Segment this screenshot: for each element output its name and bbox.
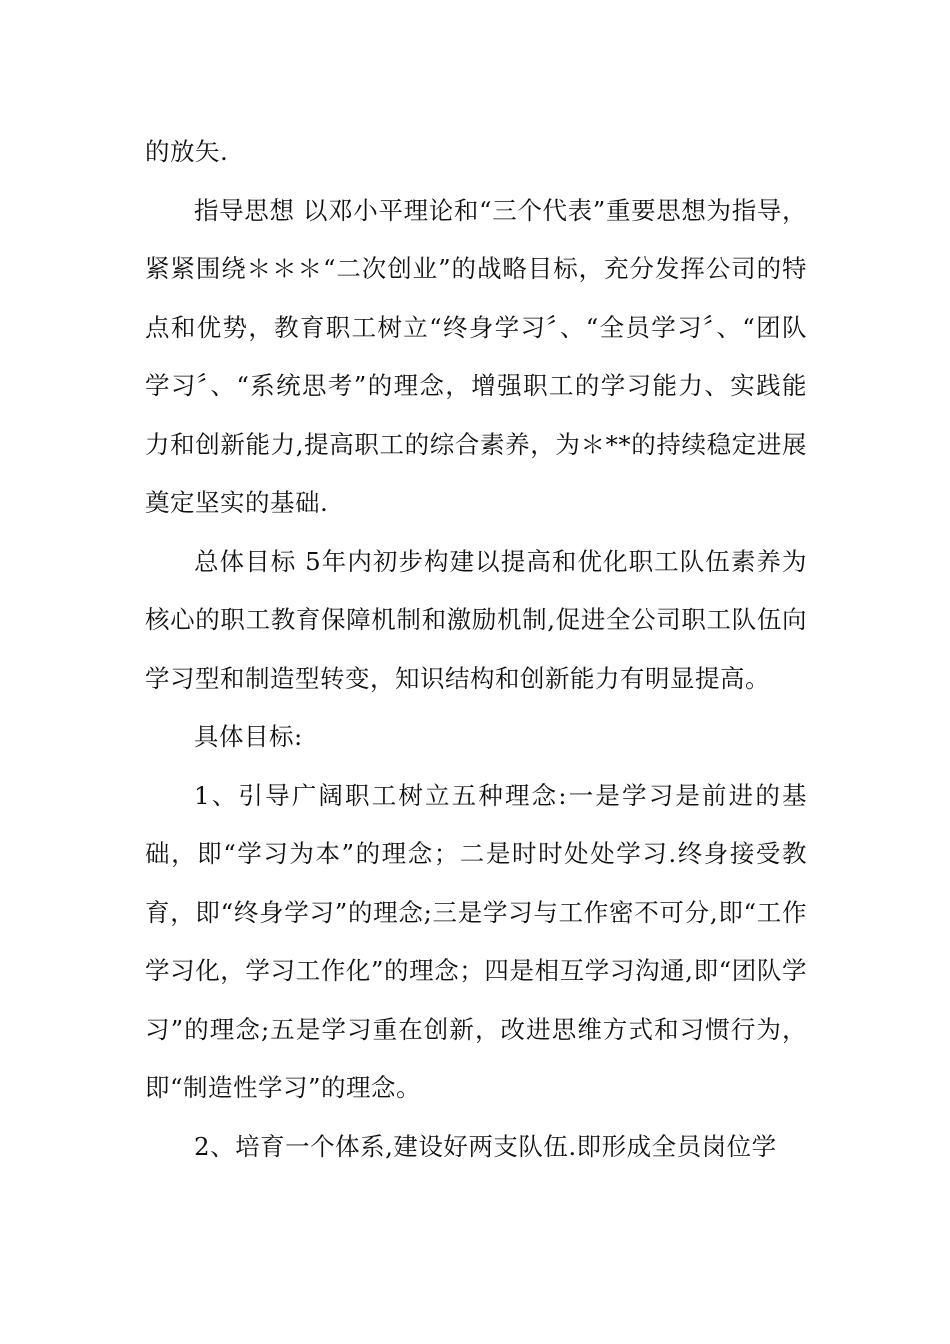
paragraph-goal-1: 1、引导广阔职工树立五种理念:一是学习是前进的基础，即“学习为本”的理念；二是时时处处学习.终身接受教育，即“终身学习”的理念;三是学习与工作密不可分,即“工作学习化，学习工作化”的理念；四是相互学习沟通,即“团队学习”的理念;五是学习重在创新，改进思维方式和习惯行为，即“制造性学习”的理念。 xyxy=(145,780,807,1102)
paragraph-goal-2: 2、培育一个体系,建设好两支队伍.即形成全员岗位学 xyxy=(194,1131,777,1161)
paragraph-continuation: 的放矢. xyxy=(145,137,229,166)
paragraph-overall-goal: 总体目标 5年内初步构建以提高和优化职工队伍素养为核心的职工教育保障机制和激励机制,促进全公司职工队伍向学习型和制造型转变，知识结构和创新能力有明显提高。 xyxy=(145,546,807,693)
paragraph-guiding-ideology: 指导思想 以邓小平理论和“三个代表”重要思想为指导，紧紧围绕＊＊＊“二次创业”的战略目标，充分发挥公司的特点和优势，教育职工树立“终身学习〞、“全员学习〞、“团队学习〞、“系统思考”的理念，增强职工的学习能力、实践能力和创新能力,提高职工的综合素养，为＊**的持续稳定进展奠定坚实的基础. xyxy=(145,195,807,517)
document-body xyxy=(145,123,807,1176)
paragraph-specific-goals-heading: 具体目标: xyxy=(194,722,303,751)
